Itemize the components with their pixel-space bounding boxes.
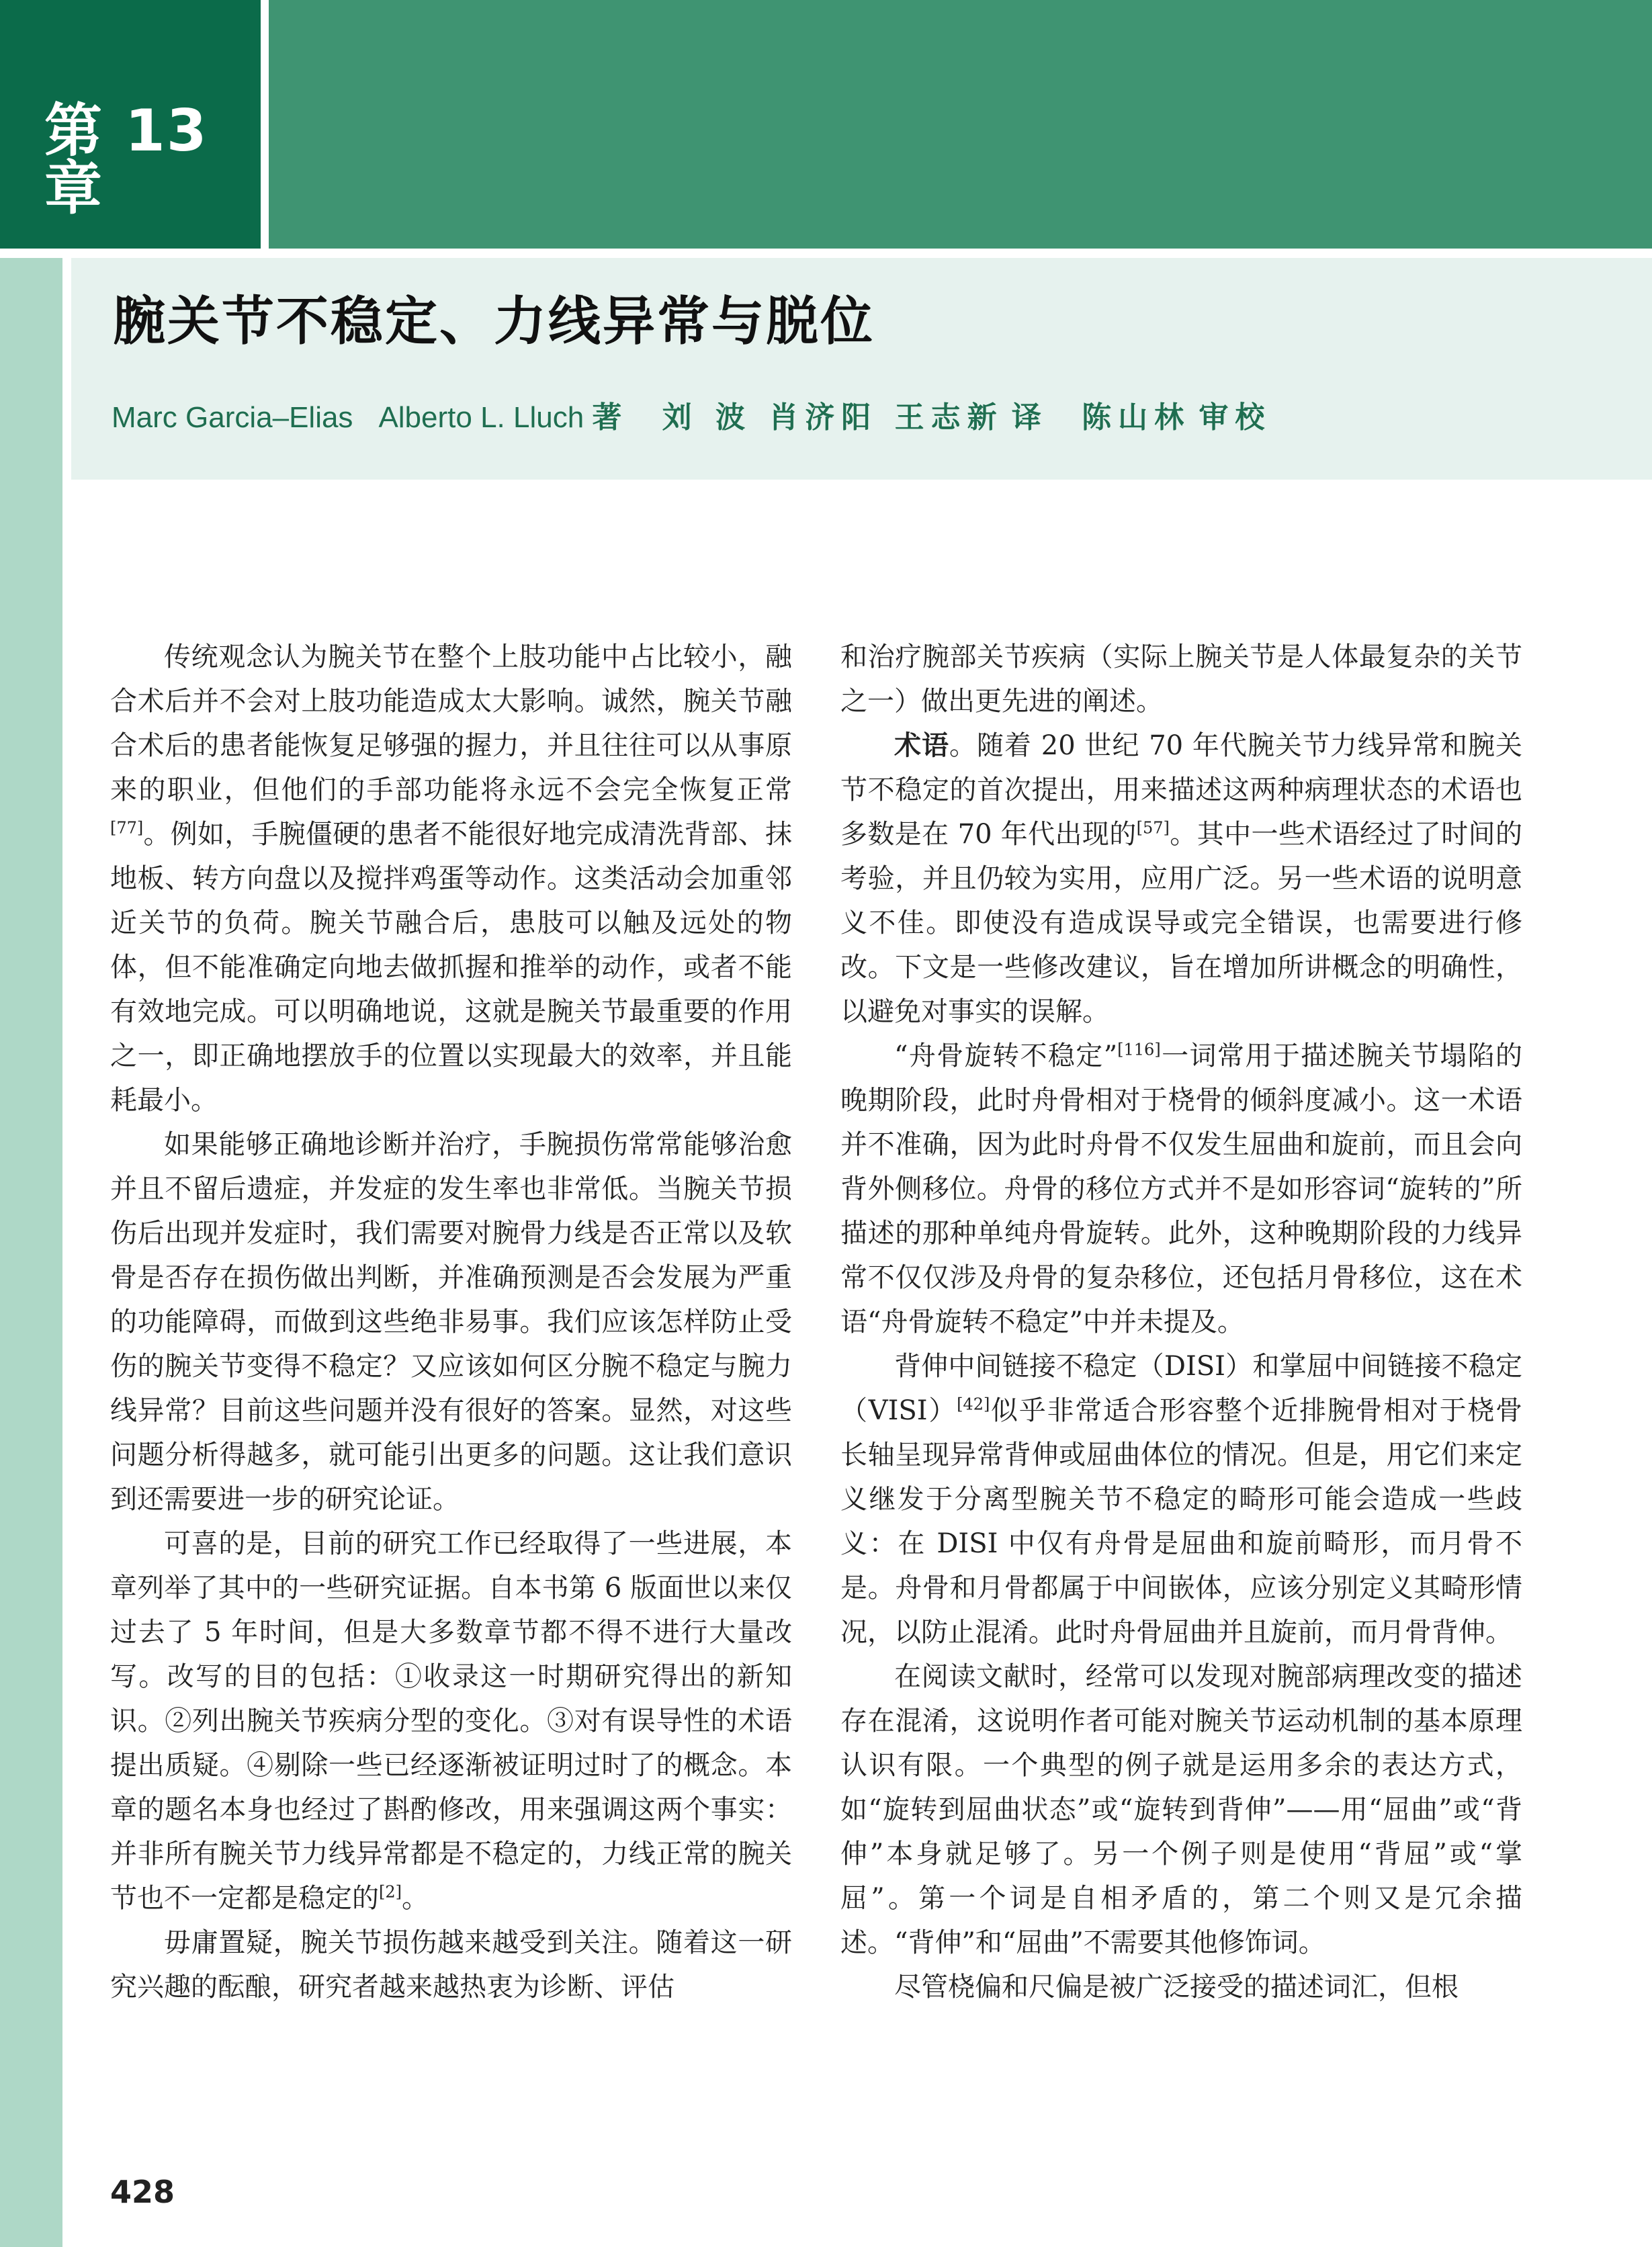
translator-role: 译 (1011, 400, 1048, 435)
chapter-label-block (0, 0, 261, 249)
paragraph: 在阅读文献时，经常可以发现对腕部病理改变的描述存在混淆，这说明作者可能对腕关节运动机制的基本原理认识有限。一个典型的例子就是运用多余的表达方式，如“旋转到屈曲状态”或“旋转到背伸”——用“屈曲”或“背伸”本身就足够了。另一个例子则是使用“背屈”或“掌屈”。第一个词是自相矛盾的，第二个则又是冗余描述。“背伸”和“屈曲”不需要其他修饰词。 (840, 1661, 1522, 1958)
citation: [57] (1136, 818, 1170, 838)
paragraph: 如果能够正确地诊断并治疗，手腕损伤常常能够治愈并且不留后遗症，并发症的发生率也非常低。当腕关节损伤后出现并发症时，我们需要对腕骨力线是否正常以及软骨是否存在损伤做出判断，并准确预测是否会发展为严重的功能障碍，而做到这些绝非易事。我们应该怎样防止受伤的腕关节变得不稳定？又应该如何区分腕不稳定与腕力线异常？目前这些问题并没有很好的答案。显然，对这些问题分析得越多，就可能引出更多的问题。这让我们意识到还需要进一步的研究论证。 (110, 1129, 792, 1515)
citation: [2] (379, 1882, 402, 1902)
author-name: Alberto L. Lluch (378, 401, 584, 434)
author-role: 著 (592, 400, 629, 435)
chapter-label: 第 13 章 (44, 97, 208, 222)
left-column (110, 635, 792, 2009)
paragraph: 和治疗腕部关节疾病（实际上腕关节是人体最复杂的关节之一）做出更先进的阐述。 (840, 642, 1522, 717)
header-banner (269, 0, 1652, 249)
author-name: Marc Garcia–Elias (112, 401, 353, 434)
paragraph: 传统观念认为腕关节在整个上肢功能中占比较小，融合术后并不会对上肢功能造成太大影响。诚然，腕关节融合术后的患者能恢复足够强的握力，并且往往可以从事原来的职业，但他们的手部功能将永远不会完全恢复正常[77]。例如，手腕僵硬的患者不能很好地完成清洗背部、抹地板、转方向盘以及搅拌鸡蛋等动作。这类活动会加重邻近关节的负荷。腕关节融合后，患肢可以触及远处的物体，但不能准确定向地去做抓握和推举的动作，或者不能有效地完成。可以明确地说，这就是腕关节最重要的作用之一，即正确地摆放手的位置以实现最大的效率，并且能耗最小。 (110, 642, 792, 1116)
translator-names: 刘 波 肖济阳 王志新 (662, 400, 1004, 435)
paragraph: 背伸中间链接不稳定（DISI）和掌屈中间链接不稳定（VISI）[42]似乎非常适合形容整个近排腕骨相对于桡骨长轴呈现异常背伸或屈曲体位的情况。但是，用它们来定义继发于分离型腕关节不稳定的畸形可能会造成一些歧义：在 DISI 中仅有舟骨是屈曲和旋前畸形，而月骨不是。舟骨和月骨都属于中间嵌体，应该分别定义其畸形情况，以防止混淆。此时舟骨屈曲并且旋前，而月骨背伸。 (840, 1351, 1523, 1648)
paragraph: 尽管桡偏和尺偏是被广泛接受的描述词汇，但根 (894, 1972, 1459, 2002)
citation: [77] (110, 818, 144, 838)
paragraph: 可喜的是，目前的研究工作已经取得了一些进展，本章列举了其中的一些研究证据。自本书第 6 版面世以来仅过去了 5 年时间，但是大多数章节都不得不进行大量改写。改写的目的包括：①收录这一时期研究得出的新知识。②列出腕关节疾病分型的变化。③对有误导性的术语提出质疑。④剔除一些已经逐渐被证明过时了的概念。本章的题名本身也经过了斟酌修改，用来强调这两个事实：并非所有腕关节力线异常都是不稳定的，力线正常的腕关节也不一定都是稳定的[2]。 (110, 1528, 792, 1914)
section-term: 术语 (894, 730, 950, 761)
page-number: 428 (110, 2174, 175, 2210)
citation: [116] (1117, 1040, 1161, 1059)
citation: [42] (957, 1395, 990, 1414)
side-bar (0, 258, 62, 2247)
paragraph: 术语。随着 20 世纪 70 年代腕关节力线异常和腕关节不稳定的首次提出，用来描述这两种病理状态的术语也多数是在 70 年代出现的[57]。其中一些术语经过了时间的考验，并且仍较为实用，应用广泛。另一些术语的说明意义不佳。即使没有造成误导或完全错误，也需要进行修改。下文是一些修改建议，旨在增加所讲概念的明确性，以避免对事实的误解。 (840, 730, 1523, 1027)
paragraph: 毋庸置疑，腕关节损伤越来越受到关注。随着这一研究兴趣的酝酿，研究者越来越热衷为诊断、评估 (110, 1927, 792, 2002)
chapter-title: 腕关节不稳定、力线异常与脱位 (113, 292, 875, 352)
byline (112, 400, 1272, 435)
paragraph: “舟骨旋转不稳定”[116]一词常用于描述腕关节塌陷的晚期阶段，此时舟骨相对于桡骨的倾斜度减小。这一术语并不准确，因为此时舟骨不仅发生屈曲和旋前，而且会向背外侧移位。舟骨的移位方式并不是如形容词“旋转的”所描述的那种单纯舟骨旋转。此外，这种晚期阶段的力线异常不仅仅涉及舟骨的复杂移位，还包括月骨移位，这在术语“舟骨旋转不稳定”中并未提及。 (840, 1040, 1522, 1337)
right-column (840, 635, 1522, 2009)
reviewer-name: 陈山林 (1082, 400, 1191, 435)
reviewer-role: 审校 (1199, 400, 1272, 435)
